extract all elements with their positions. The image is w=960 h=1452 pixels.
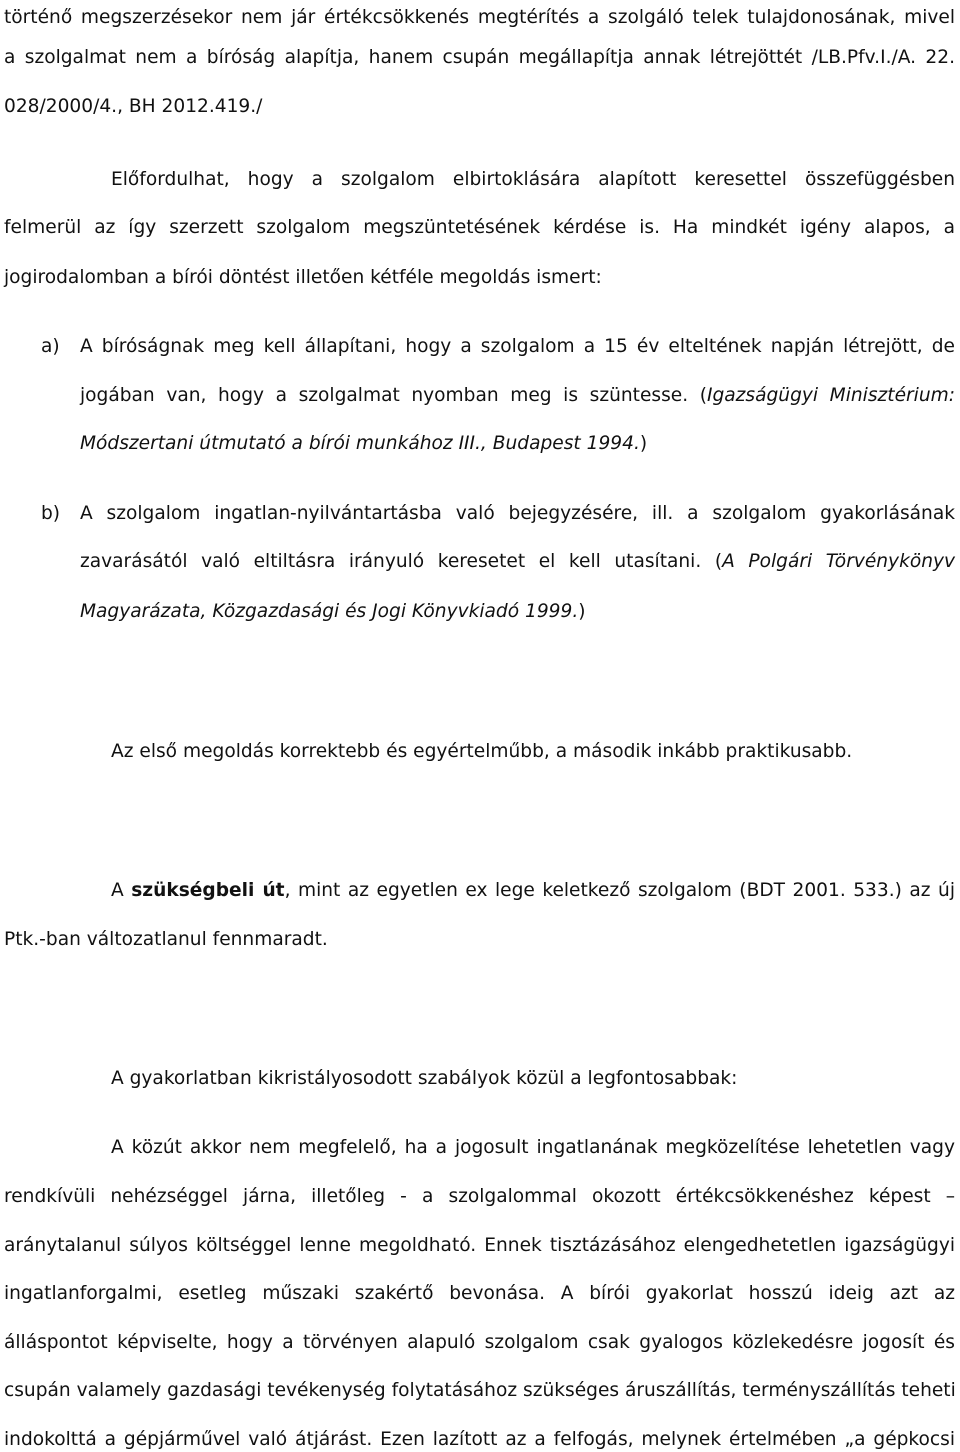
text-line [80,550,955,574]
text-line: csupán valamely gazdasági tevékenység folytatásához szükséges áruszállítás, terményszállítás teheti [4,1380,956,1401]
text-line: A gyakorlatban kikristályosodott szabályok közül a legfontosabbak: [111,1068,738,1089]
text-line [80,432,955,456]
text-line [111,879,955,903]
text-line [80,384,955,408]
text-line: a szolgalmat nem a bíróság alapítja, hanem csupán megállapítja annak létrejöttét /LB.Pfv.I./A. 22. [4,47,955,68]
text-line: felmerül az így szerzett szolgalom megszüntetésének kérdése is. Ha mindkét igény alapos, a [4,217,955,238]
key-term: szükségbeli út [131,880,285,901]
citation-text: Magyarázata, Közgazdasági és Jogi Könyvkiadó 1999. [80,601,579,622]
text-line: álláspontot képviselte, hogy a törvényen alapuló szolgalom csak gyalogos közlekedésre jogosít és [4,1332,955,1353]
text-line: A bíróságnak meg kell állapítani, hogy a szolgalom a 15 év elteltének napján létrejött, de [80,336,955,357]
text-run: zavarásától való eltiltásra irányuló keresetet el kell utasítani. ( [80,551,723,572]
text-run: ) [639,433,648,454]
text-line: A közút akkor nem megfelelő, ha a jogosult ingatlanának megközelítése lehetetlen vagy [111,1137,955,1158]
text-line [80,600,955,624]
text-line: Az első megoldás korrektebb és egyértelműbb, a második inkább praktikusabb. [111,741,853,762]
list-marker: a) [41,336,60,357]
text-run: jogában van, hogy a szolgalmat nyomban meg is szüntesse. ( [80,385,707,406]
citation-text: A Polgári Törvénykönyv [722,551,955,572]
text-line: ingatlanforgalmi, esetleg műszaki szakértő bevonása. A bírói gyakorlat hosszú ideig azt az [4,1283,955,1304]
text-run: A [111,880,132,901]
text-line: jogirodalomban a bírói döntést illetően kétféle megoldás ismert: [4,267,602,288]
list-marker: b) [41,503,61,524]
text-line: aránytalanul súlyos költséggel lenne megoldható. Ennek tisztázásához elengedhetetlen igazságügyi [4,1235,955,1256]
citation-text: Igazságügyi Minisztérium: [706,385,955,406]
text-line: A szolgalom ingatlan-nyilvántartásba való bejegyzésére, ill. a szolgalom gyakorlásának [80,503,955,524]
text-line: rendkívüli nehézséggel járna, illetőleg - a szolgalommal okozott értékcsökkenéshez képest – [4,1186,955,1207]
text-line: 028/2000/4., BH 2012.419./ [4,96,263,117]
citation-text: Módszertani útmutató a bírói munkához III., Budapest 1994. [80,433,640,454]
text-run: ) [578,601,586,622]
text-line: Előfordulhat, hogy a szolgalom elbirtoklására alapított keresettel összefüggésben [111,169,955,190]
text-run: , mint az egyetlen ex lege keletkező szolgalom (BDT 2001. 533.) az új [284,880,955,901]
text-line: indokolttá a gépjárművel való átjárást. Ezen lazított az a felfogás, melynek értelmében „a gépkocsi [4,1429,955,1450]
text-line: Ptk.-ban változatlanul fennmaradt. [4,929,328,950]
text-line: történő megszerzésekor nem jár értékcsökkenés megtérítés a szolgáló telek tulajdonosának, mivel [4,7,955,28]
